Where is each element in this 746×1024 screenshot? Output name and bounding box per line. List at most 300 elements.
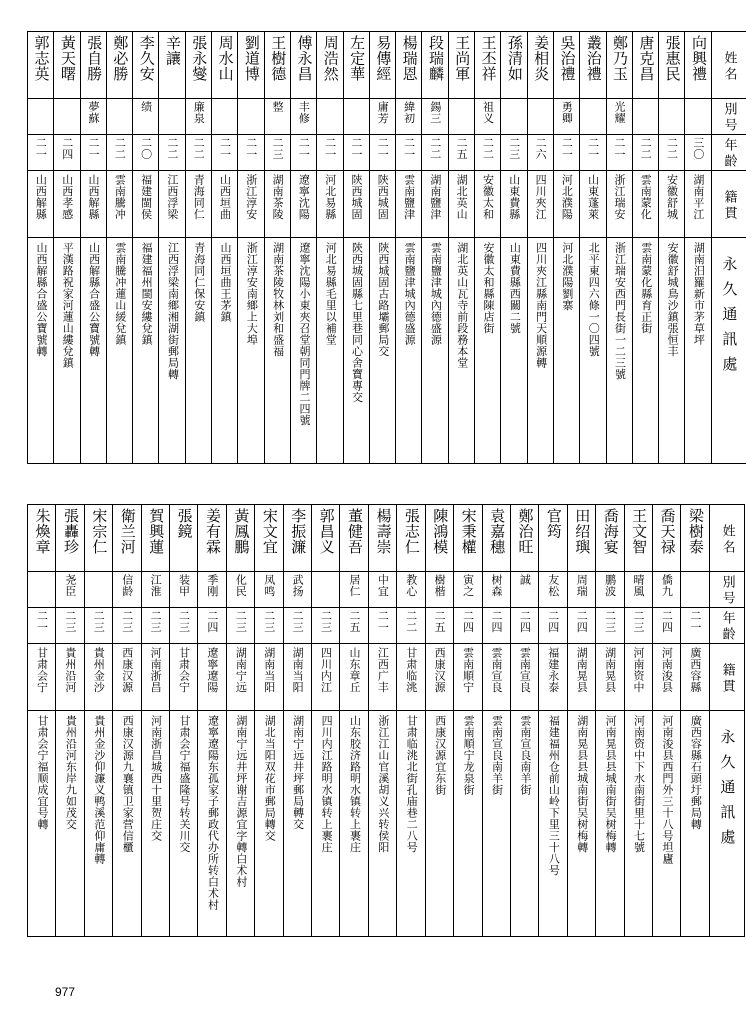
cell-age xyxy=(312,608,340,644)
address-text: 山東費縣西關二號 xyxy=(508,242,522,334)
row-address xyxy=(28,711,745,937)
origin-text: 甘肃临洮 xyxy=(404,647,418,693)
address-text: 河南资中下水南街里十七號 xyxy=(632,715,646,853)
cell-origin xyxy=(369,171,395,238)
cell-name xyxy=(681,505,709,572)
cell-address xyxy=(226,711,254,937)
cell-alias xyxy=(659,99,685,135)
cell-age xyxy=(397,608,425,644)
cell-name xyxy=(113,505,141,572)
row-alias xyxy=(28,572,745,608)
age-text: 二三 xyxy=(271,137,285,160)
cell-alias xyxy=(185,99,211,135)
name-text: 傅永昌 xyxy=(295,35,314,82)
age-text: 二三 xyxy=(177,610,191,633)
cell-origin xyxy=(553,171,579,238)
row-origin xyxy=(28,171,746,238)
address-text: 雲南宣良南羊街 xyxy=(518,715,532,796)
cell-age xyxy=(501,135,527,171)
origin-text: 浙江淳安 xyxy=(244,174,258,220)
cell-origin xyxy=(606,171,632,238)
name-text: 宋文宜 xyxy=(260,508,279,555)
name-text: 陳鴻模 xyxy=(431,508,450,555)
cell-age xyxy=(290,135,316,171)
cell-origin xyxy=(226,644,254,711)
cell-origin xyxy=(312,644,340,711)
cell-alias xyxy=(681,572,709,608)
origin-text: 四川夾江 xyxy=(534,174,548,220)
row-header-label: 別号 xyxy=(719,575,735,607)
origin-text: 山西解縣 xyxy=(34,174,48,220)
address-text: 湖南茶陵牧林刘和盛福 xyxy=(271,242,285,357)
origin-text: 河南浚县 xyxy=(660,647,674,693)
cell-name xyxy=(510,505,538,572)
cell-name xyxy=(527,32,553,99)
origin-text: 雲南鹽津 xyxy=(402,174,416,220)
row-header-age xyxy=(711,135,746,171)
cell-address xyxy=(54,238,80,464)
name-text: 王文智 xyxy=(630,508,649,555)
cell-name xyxy=(28,505,56,572)
roster-table-bottom-wrap xyxy=(27,504,737,937)
cell-address xyxy=(539,711,567,937)
row-header-label: 永久通訊處 xyxy=(718,729,737,854)
address-text: 四川夾江縣南門天順源轉 xyxy=(534,242,548,369)
row-age xyxy=(28,135,746,171)
cell-age xyxy=(28,135,54,171)
address-text: 甘肃临洮北街孔庙巷二八号 xyxy=(405,715,419,853)
cell-address xyxy=(264,238,290,464)
cell-age xyxy=(84,608,112,644)
origin-text: 河北濮陽 xyxy=(560,174,574,220)
cell-address xyxy=(596,711,624,937)
alias-text: 鹏波 xyxy=(603,574,617,597)
cell-name xyxy=(425,505,453,572)
address-text: 青海同仁保安鎮 xyxy=(192,242,206,323)
cell-name xyxy=(312,505,340,572)
cell-alias xyxy=(54,99,80,135)
cell-address xyxy=(475,238,501,464)
alias-text: 信龄 xyxy=(120,574,134,597)
cell-address xyxy=(632,238,658,464)
origin-text: 江西广丰 xyxy=(376,647,390,693)
cell-name xyxy=(185,32,211,99)
age-text: 三〇 xyxy=(691,137,705,160)
age-text: 二三 xyxy=(234,610,248,633)
origin-text: 浙江瑞安 xyxy=(612,174,626,220)
address-text: 福建福州仓前山岭下里三十八号 xyxy=(547,715,561,876)
cell-alias xyxy=(454,572,482,608)
cell-address xyxy=(185,238,211,464)
cell-alias xyxy=(212,99,238,135)
age-text: 二四 xyxy=(518,610,532,633)
cell-age xyxy=(632,135,658,171)
name-text: 易傳經 xyxy=(374,35,393,82)
address-text: 西康汉源九襄镇卫家营信櫃 xyxy=(121,715,135,853)
origin-text: 貴州沿河 xyxy=(63,647,77,693)
cell-name xyxy=(159,32,185,99)
cell-alias xyxy=(567,572,595,608)
address-text: 陝西城固古路壩郵局交 xyxy=(376,242,390,357)
cell-origin xyxy=(290,171,316,238)
age-text: 二四 xyxy=(461,610,475,633)
name-text: 唐克昌 xyxy=(637,35,656,82)
cell-name xyxy=(580,32,606,99)
row-header-name xyxy=(711,32,746,99)
cell-address xyxy=(685,238,711,464)
cell-address xyxy=(290,238,316,464)
address-text: 廣西容縣石頭圩郵局轉 xyxy=(689,715,703,830)
cell-origin xyxy=(212,171,238,238)
cell-age xyxy=(226,608,254,644)
origin-text: 青海同仁 xyxy=(192,174,206,220)
cell-origin xyxy=(652,644,680,711)
alias-text: 庸芳 xyxy=(376,101,390,124)
origin-text: 四川内江 xyxy=(319,647,333,693)
cell-name xyxy=(54,32,80,99)
cell-origin xyxy=(133,171,159,238)
cell-origin xyxy=(340,644,368,711)
name-text: 張自勝 xyxy=(85,35,104,82)
cell-address xyxy=(317,238,343,464)
origin-text: 雲南騰冲 xyxy=(113,174,127,220)
cell-name xyxy=(283,505,311,572)
cell-name xyxy=(317,32,343,99)
cell-alias xyxy=(226,572,254,608)
cell-alias xyxy=(527,99,553,135)
name-text: 劉道博 xyxy=(242,35,261,82)
alias-text: 周瑞 xyxy=(575,574,589,597)
cell-age xyxy=(28,608,56,644)
cell-origin xyxy=(54,171,80,238)
cell-address xyxy=(368,711,396,937)
cell-name xyxy=(659,32,685,99)
cell-origin xyxy=(343,171,369,238)
name-text: 楊壽崇 xyxy=(374,508,393,555)
address-text: 雲南順宁龙泉街 xyxy=(462,715,476,796)
cell-address xyxy=(659,238,685,464)
age-text: 二一 xyxy=(586,137,600,160)
alias-text: 勇卿 xyxy=(560,101,574,124)
cell-name xyxy=(685,32,711,99)
cell-name xyxy=(340,505,368,572)
alias-text: 中宜 xyxy=(376,574,390,597)
cell-origin xyxy=(624,644,652,711)
name-text: 賀興蓮 xyxy=(147,508,166,555)
address-text: 湖南宁远井坪谢吉源宜字轉白术村 xyxy=(234,715,248,888)
name-text: 向興禮 xyxy=(689,35,708,82)
cell-address xyxy=(448,238,474,464)
row-header-label: 籍貫 xyxy=(721,189,737,222)
age-text: 二〇 xyxy=(139,137,153,160)
cell-alias xyxy=(113,572,141,608)
cell-age xyxy=(369,135,395,171)
alias-text: 僑九 xyxy=(660,574,674,597)
cell-name xyxy=(84,505,112,572)
origin-text: 雲南順宁 xyxy=(461,647,475,693)
cell-alias xyxy=(475,99,501,135)
cell-address xyxy=(454,711,482,937)
cell-alias xyxy=(159,99,185,135)
cell-age xyxy=(340,608,368,644)
age-text: 二一 xyxy=(560,137,574,160)
age-text: 二四 xyxy=(60,137,74,160)
address-text: 雲南騰冲蓮山緩兌鎮 xyxy=(113,242,127,346)
row-header-label: 年齡 xyxy=(721,138,737,170)
cell-address xyxy=(422,238,448,464)
cell-origin xyxy=(448,171,474,238)
cell-address xyxy=(624,711,652,937)
origin-text: 山西垣曲 xyxy=(218,174,232,220)
cell-age xyxy=(255,608,283,644)
cell-age xyxy=(659,135,685,171)
cell-alias xyxy=(170,572,198,608)
cell-alias xyxy=(141,572,169,608)
name-text: 周水山 xyxy=(216,35,235,82)
age-text: 二四 xyxy=(660,610,674,633)
origin-text: 河南资中 xyxy=(632,647,645,693)
row-header-label: 年齡 xyxy=(719,611,735,643)
origin-text: 江西浮梁 xyxy=(165,174,179,220)
cell-alias xyxy=(340,572,368,608)
origin-text: 湖南当阳 xyxy=(291,647,305,693)
address-text: 湖南晃县县城南街吴树梅轉 xyxy=(575,715,589,853)
age-text: 二二 xyxy=(404,610,418,633)
cell-origin xyxy=(198,644,226,711)
cell-alias xyxy=(396,99,422,135)
row-address xyxy=(28,238,746,464)
age-text: 二三 xyxy=(149,610,163,633)
address-text: 河北濮陽劉寨 xyxy=(560,242,574,311)
cell-origin xyxy=(368,644,396,711)
cell-name xyxy=(255,505,283,572)
cell-address xyxy=(238,238,264,464)
age-text: 二一 xyxy=(323,137,337,160)
name-text: 董健吾 xyxy=(346,508,365,555)
age-text: 二一 xyxy=(218,137,232,160)
age-text: 二一 xyxy=(376,137,390,160)
cell-origin xyxy=(510,644,538,711)
age-text: 二一 xyxy=(244,137,258,160)
cell-alias xyxy=(28,572,56,608)
age-text: 二一 xyxy=(688,610,702,633)
cell-address xyxy=(198,711,226,937)
alias-text: 緯初 xyxy=(402,101,416,124)
cell-origin xyxy=(56,644,84,711)
address-text: 甘肃会宁福盛隆号转关川交 xyxy=(178,715,192,853)
cell-name xyxy=(454,505,482,572)
cell-origin xyxy=(170,644,198,711)
age-text: 二五 xyxy=(347,610,361,633)
cell-age xyxy=(159,135,185,171)
alias-text: 友松 xyxy=(546,574,560,597)
alias-text: 整 xyxy=(271,101,285,113)
row-header-label: 永久通訊處 xyxy=(720,256,739,381)
cell-age xyxy=(212,135,238,171)
cell-origin xyxy=(264,171,290,238)
cell-name xyxy=(606,32,632,99)
cell-origin xyxy=(501,171,527,238)
origin-text: 河南浙昌 xyxy=(149,647,163,693)
cell-name xyxy=(238,32,264,99)
age-text: 二二 xyxy=(113,137,127,160)
cell-address xyxy=(28,238,54,464)
origin-text: 雲南宣良 xyxy=(518,647,532,693)
cell-name xyxy=(652,505,680,572)
cell-name xyxy=(422,32,448,99)
cell-alias xyxy=(368,572,396,608)
cell-age xyxy=(198,608,226,644)
cell-name xyxy=(369,32,395,99)
cell-name xyxy=(368,505,396,572)
cell-alias xyxy=(255,572,283,608)
age-text: 二一 xyxy=(402,137,416,160)
cell-origin xyxy=(283,644,311,711)
cell-alias xyxy=(84,572,112,608)
alias-text: 化民 xyxy=(234,574,248,597)
age-text: 二二 xyxy=(639,137,653,160)
row-header-age xyxy=(709,608,744,644)
alias-text: 誠 xyxy=(518,574,532,586)
alias-text: 晴風 xyxy=(632,574,645,597)
address-text: 河南晃县县城南街吴树梅轉 xyxy=(604,715,618,853)
name-text: 鄭乃玉 xyxy=(611,35,630,82)
cell-address xyxy=(283,711,311,937)
cell-alias xyxy=(425,572,453,608)
cell-name xyxy=(539,505,567,572)
origin-text: 雲南宣良 xyxy=(489,647,503,693)
cell-name xyxy=(475,32,501,99)
cell-name xyxy=(212,32,238,99)
cell-age xyxy=(368,608,396,644)
cell-address xyxy=(170,711,198,937)
name-text: 張惠民 xyxy=(663,35,682,82)
name-text: 王尚軍 xyxy=(453,35,472,82)
address-text: 雲南蒙化縣育正街 xyxy=(639,242,653,334)
name-text: 官筠 xyxy=(544,508,563,539)
cell-age xyxy=(56,608,84,644)
age-text: 二二 xyxy=(192,137,206,160)
cell-address xyxy=(681,711,709,937)
address-text: 河北易縣毛里以補堂 xyxy=(324,242,338,346)
cell-alias xyxy=(580,99,606,135)
cell-address xyxy=(141,711,169,937)
alias-text: 丰修 xyxy=(297,101,311,124)
cell-address xyxy=(553,238,579,464)
alias-text: 夢蘇 xyxy=(87,101,101,124)
age-text: 二六 xyxy=(534,137,548,160)
address-text: 平漢路祝家河蓮山縷兌鎮 xyxy=(61,242,75,369)
cell-alias xyxy=(685,99,711,135)
origin-text: 雲南蒙化 xyxy=(639,174,653,220)
cell-origin xyxy=(159,171,185,238)
cell-age xyxy=(482,608,510,644)
cell-name xyxy=(632,32,658,99)
cell-alias xyxy=(397,572,425,608)
origin-text: 遼寧沈陽 xyxy=(297,174,311,220)
name-text: 姜有霖 xyxy=(204,508,223,555)
alias-text: 居仁 xyxy=(347,574,361,597)
address-text: 湖南宁远井坪郵局轉交 xyxy=(291,715,305,830)
age-text: 二三 xyxy=(262,610,276,633)
cell-address xyxy=(510,711,538,937)
cell-age xyxy=(264,135,290,171)
row-header-alias xyxy=(709,572,744,608)
cell-age xyxy=(510,608,538,644)
name-text: 王樹德 xyxy=(269,35,288,82)
origin-text: 山東蓬萊 xyxy=(586,174,600,220)
alias-text: 树森 xyxy=(489,574,503,597)
address-text: 安徽太和縣陳店街 xyxy=(482,242,496,334)
cell-origin xyxy=(317,171,343,238)
name-text: 李久安 xyxy=(137,35,156,82)
cell-address xyxy=(369,238,395,464)
age-text: 二一 xyxy=(612,137,626,160)
row-alias xyxy=(28,99,746,135)
cell-alias xyxy=(624,572,652,608)
row-header-label: 別号 xyxy=(721,102,737,134)
row-name xyxy=(28,505,745,572)
roster-table-top xyxy=(27,31,746,464)
cell-origin xyxy=(632,171,658,238)
cell-age xyxy=(448,135,474,171)
cell-origin xyxy=(596,644,624,711)
name-text: 田绍璵 xyxy=(573,508,592,555)
cell-origin xyxy=(28,171,54,238)
name-text: 吳治禮 xyxy=(558,35,577,82)
cell-alias xyxy=(652,572,680,608)
age-text: 二二 xyxy=(481,137,495,160)
cell-origin xyxy=(106,171,132,238)
cell-alias xyxy=(317,99,343,135)
age-text: 二三 xyxy=(120,610,134,633)
cell-name xyxy=(106,32,132,99)
cell-age xyxy=(527,135,553,171)
origin-text: 山西解縣 xyxy=(87,174,101,220)
cell-alias xyxy=(283,572,311,608)
age-text: 二一 xyxy=(297,137,311,160)
age-text: 二四 xyxy=(575,610,589,633)
cell-age xyxy=(141,608,169,644)
row-header-label: 姓名 xyxy=(719,523,735,556)
cell-origin xyxy=(567,644,595,711)
age-text: 二五 xyxy=(455,137,469,160)
cell-name xyxy=(133,32,159,99)
cell-origin xyxy=(84,644,112,711)
origin-text: 陝西城固 xyxy=(349,174,363,220)
name-text: 喬天禄 xyxy=(658,508,677,555)
row-header-alias xyxy=(711,99,746,135)
cell-origin xyxy=(454,644,482,711)
name-text: 楊瑞恩 xyxy=(400,35,419,82)
address-text: 雲南鹽津城內德盛源 xyxy=(403,242,417,346)
cell-name xyxy=(198,505,226,572)
cell-address xyxy=(80,238,106,464)
cell-alias xyxy=(510,572,538,608)
name-text: 叢治禮 xyxy=(584,35,603,82)
cell-origin xyxy=(681,644,709,711)
cell-age xyxy=(425,608,453,644)
name-text: 辛讓 xyxy=(164,35,182,66)
name-text: 段瑞麟 xyxy=(426,35,445,82)
cell-origin xyxy=(475,171,501,238)
address-text: 河南浚县西門外三十八号坦廬 xyxy=(660,715,674,865)
name-text: 朱煥章 xyxy=(33,508,52,555)
origin-text: 湖北英山 xyxy=(455,174,469,220)
address-text: 雲南鹽津城內德盛源 xyxy=(429,242,443,346)
cell-origin xyxy=(255,644,283,711)
name-text: 姜相炎 xyxy=(532,35,551,82)
